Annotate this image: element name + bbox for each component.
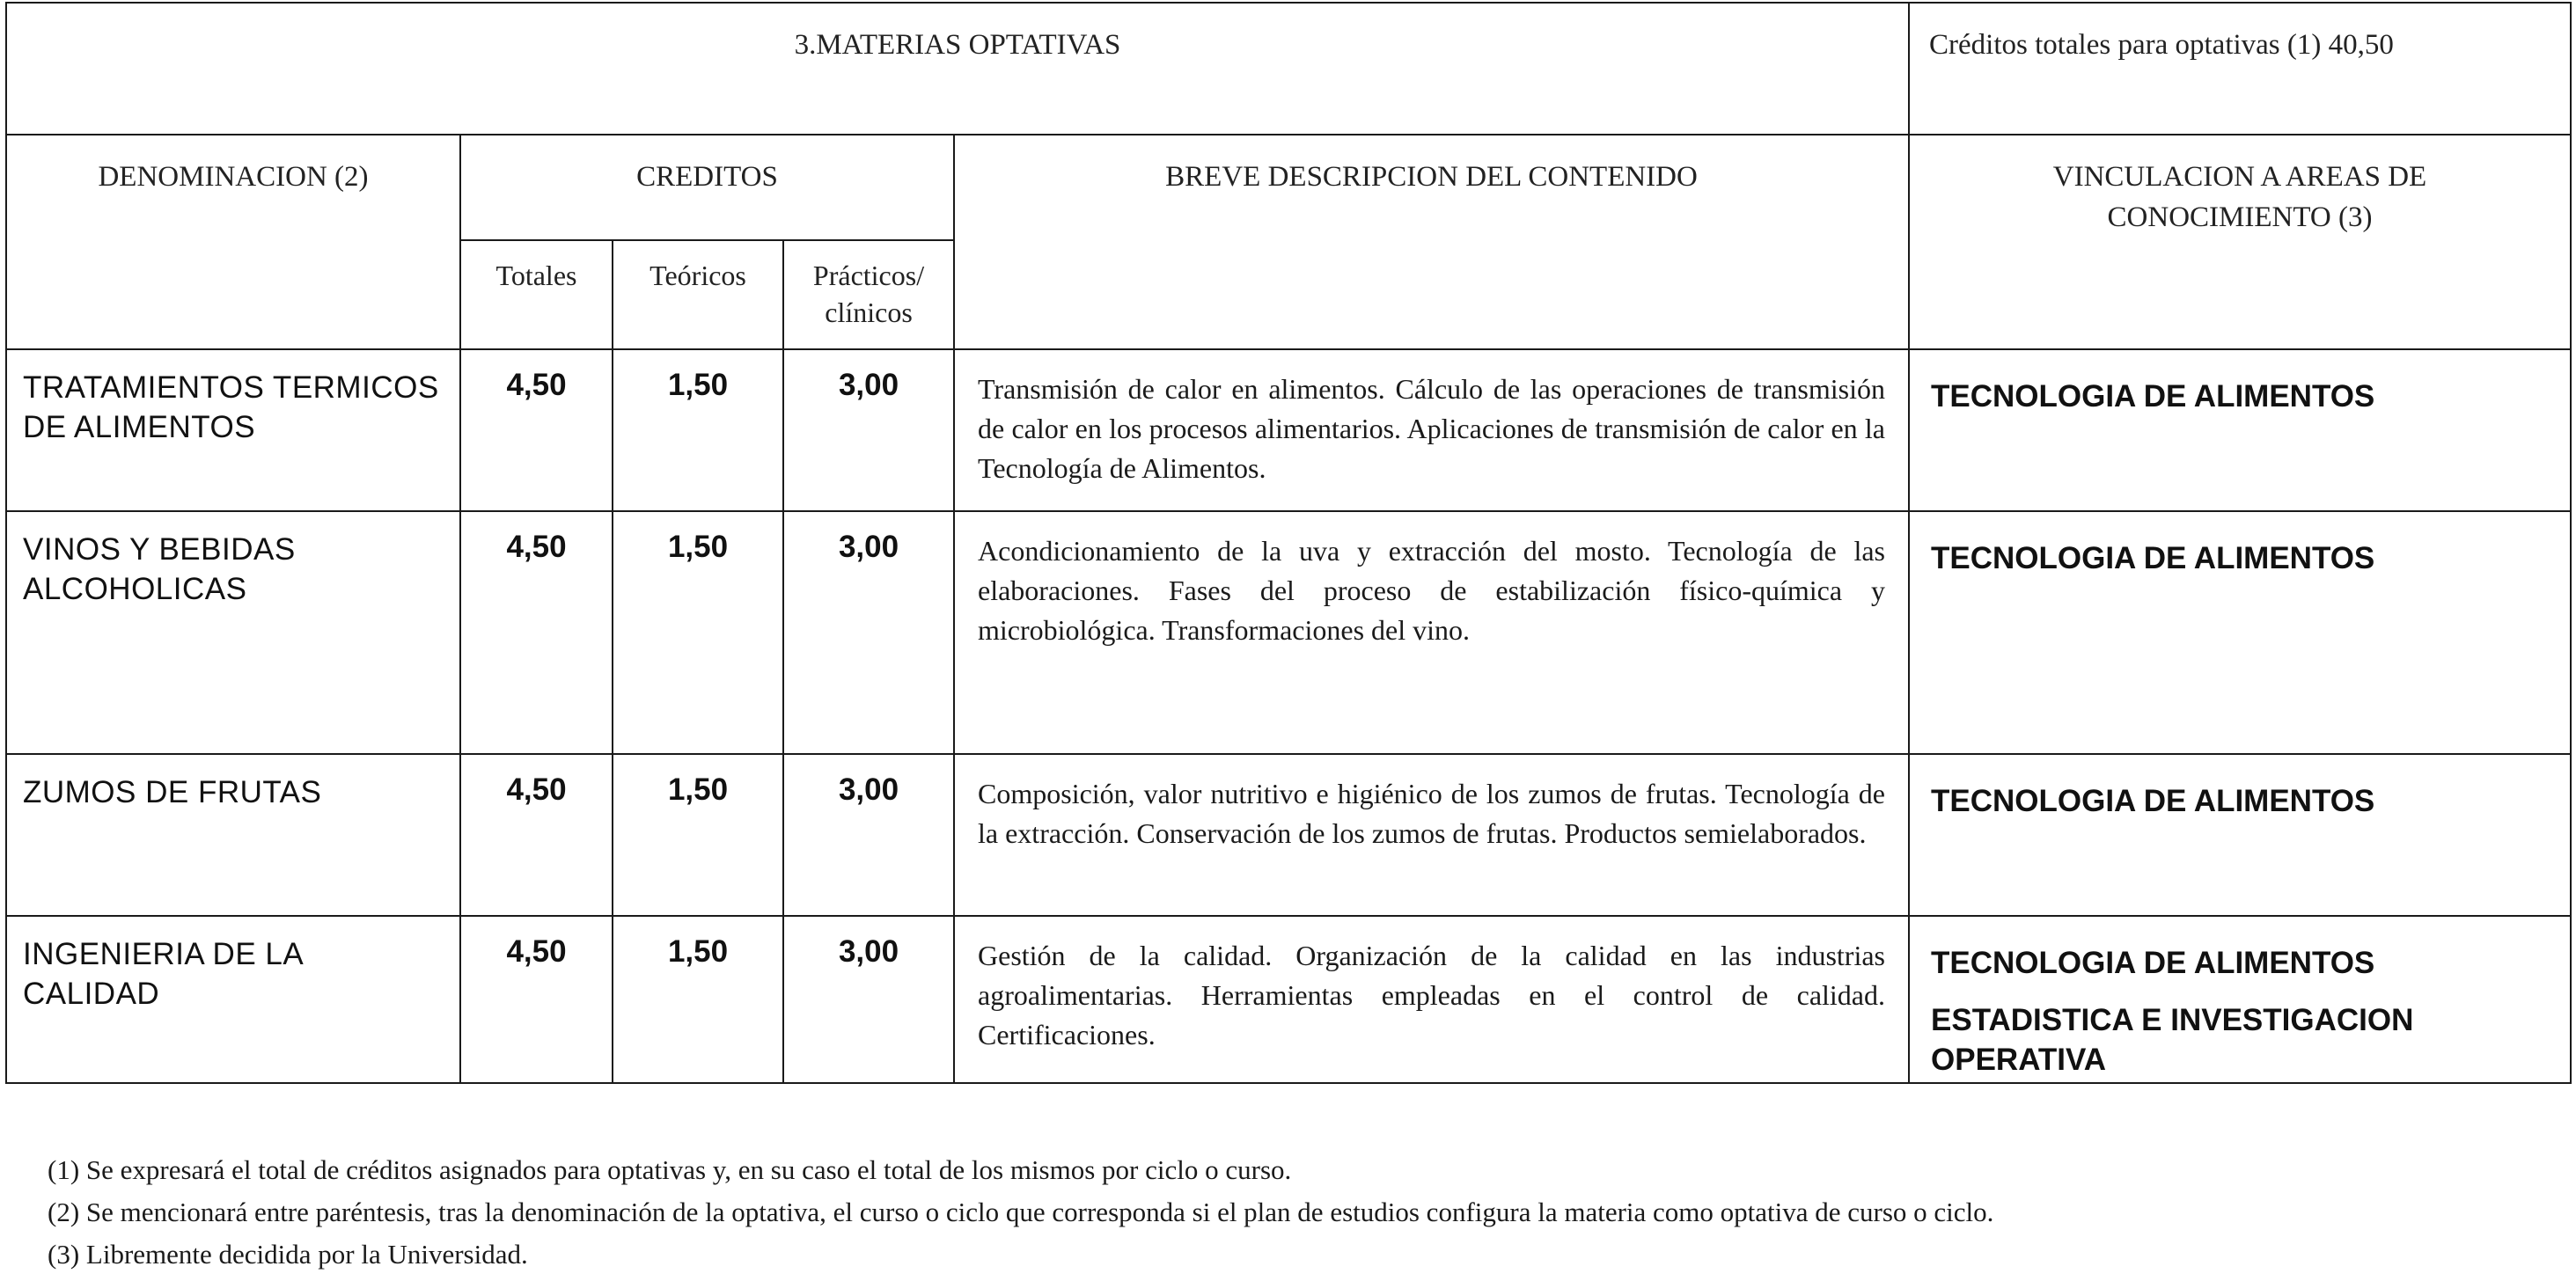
- col-teoricos: Teóricos: [613, 240, 783, 349]
- row-totales: 4,50: [460, 754, 613, 916]
- row-description: Composición, valor nutritivo e higiénico de los zumos de frutas. Tecnología de la extracción. Conservación de los zumos de frutas. Productos semielaborados.: [954, 754, 1909, 916]
- table-row: [6, 349, 2571, 511]
- footnote-1: (1) Se expresará el total de créditos asignados para optativas y, en su caso el total de los mismos por ciclo o curso.: [48, 1154, 1292, 1185]
- table-header-row: [6, 3, 2571, 135]
- row-practicos: 3,00: [783, 916, 954, 1083]
- row-practicos: 3,00: [783, 511, 954, 754]
- row-description: Acondicionamiento de la uva y extracción del mosto. Tecnología de las elaboraciones. Fases del proceso de estabilización físico-química y microbiológica. Transformaciones del vino.: [954, 511, 1909, 754]
- table-row: [6, 916, 2571, 1083]
- row-teoricos: 1,50: [613, 754, 783, 916]
- row-name: VINOS Y BEBIDAS ALCOHOLICAS: [6, 511, 460, 754]
- col-totales: Totales: [460, 240, 613, 349]
- row-description: Gestión de la calidad. Organización de la calidad en las industrias agroalimentarias. Herramientas empleadas en el control de calidad. Certificaciones.: [954, 916, 1909, 1083]
- row-areas: [1909, 511, 2571, 754]
- col-practicos: [783, 240, 954, 349]
- col-denominacion: DENOMINACION (2): [6, 135, 460, 349]
- row-description: Transmisión de calor en alimentos. Cálculo de las operaciones de transmisión de calor en los procesos alimentarios. Aplicaciones de transmisión de calor en la Tecnología de Alimentos.: [954, 349, 1909, 511]
- row-areas: [1909, 349, 2571, 511]
- row-totales: 4,50: [460, 916, 613, 1083]
- row-teoricos: 1,50: [613, 511, 783, 754]
- footnote-3: (3) Libremente decidida por la Universidad.: [48, 1239, 528, 1270]
- table-row: [6, 511, 2571, 754]
- col-descripcion: BREVE DESCRIPCION DEL CONTENIDO: [954, 135, 1909, 349]
- col-vinculacion: [1909, 135, 2571, 349]
- row-name: TRATAMIENTOS TERMICOS DE ALIMENTOS: [6, 349, 460, 511]
- row-teoricos: 1,50: [613, 349, 783, 511]
- row-area: ESTADISTICA E INVESTIGACION OPERATIVA: [1931, 1003, 2414, 1077]
- row-area: TECNOLOGIA DE ALIMENTOS: [1931, 541, 2375, 575]
- row-practicos: 3,00: [783, 349, 954, 511]
- row-name: INGENIERIA DE LA CALIDAD: [6, 916, 460, 1083]
- credits-total-label: Créditos totales para optativas (1) 40,50: [1909, 3, 2571, 135]
- col-practicos-text: Prácticos/ clínicos: [812, 260, 925, 328]
- row-totales: 4,50: [460, 349, 613, 511]
- footnotes: [48, 1149, 1993, 1276]
- row-totales: 4,50: [460, 511, 613, 754]
- row-area: TECNOLOGIA DE ALIMENTOS: [1931, 946, 2375, 980]
- row-areas: [1909, 916, 2571, 1083]
- row-practicos: 3,00: [783, 754, 954, 916]
- section-title: 3.MATERIAS OPTATIVAS: [6, 3, 1909, 135]
- row-name: ZUMOS DE FRUTAS: [6, 754, 460, 916]
- col-vinculacion-text: VINCULACION A AREAS DE CONOCIMIENTO (3): [2052, 161, 2427, 233]
- row-areas: [1909, 754, 2571, 916]
- column-header-row: [6, 135, 2571, 240]
- row-area: TECNOLOGIA DE ALIMENTOS: [1931, 784, 2375, 818]
- optativas-table: [5, 2, 2572, 1084]
- table-row: [6, 754, 2571, 916]
- col-creditos: CREDITOS: [460, 135, 954, 240]
- row-area: TECNOLOGIA DE ALIMENTOS: [1931, 379, 2375, 414]
- footnote-2: (2) Se mencionará entre paréntesis, tras la denominación de la optativa, el curso o ciclo que corresponda si el plan de estudios configura la materia como optativa de curso o ciclo.: [48, 1197, 1994, 1227]
- row-teoricos: 1,50: [613, 916, 783, 1083]
